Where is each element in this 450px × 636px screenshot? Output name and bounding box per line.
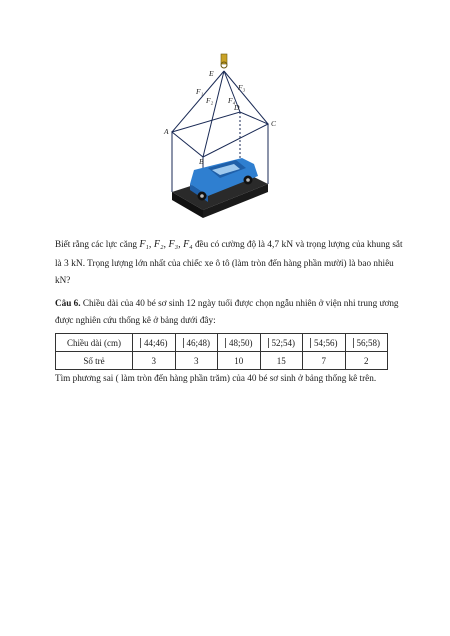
table-cell: 3	[175, 352, 218, 370]
force-value: 4,7 kN	[267, 240, 294, 250]
forces-math: F₁, F₂, F₃, F₄	[139, 239, 193, 250]
hook-icon	[221, 54, 227, 68]
table-cell: 46;48)	[175, 334, 218, 352]
label-F4: F₄	[228, 96, 236, 105]
table-cell: 7	[303, 352, 346, 370]
table-header-length: Chiều dài (cm)	[56, 334, 133, 352]
table-cell: 10	[218, 352, 261, 370]
table-header-count: Số trẻ	[56, 352, 133, 370]
problem5-line2	[55, 257, 394, 271]
label-E: E	[209, 69, 214, 78]
label-D: D	[234, 103, 240, 112]
label-C: C	[271, 119, 277, 128]
frequency-table	[55, 333, 388, 370]
table-cell: 54;56)	[303, 334, 346, 352]
table-cell: 56;58)	[345, 334, 388, 352]
label-F3: F₃	[238, 83, 246, 92]
table-cell: 2	[345, 352, 388, 370]
table-row	[56, 334, 388, 352]
problem6-text: Chiều dài của 40 bé sơ sinh 12 ngày tuổi được chọn ngẫu nhiên ở viện nhi trung ương	[82, 298, 399, 308]
car-lift-diagram	[150, 52, 300, 232]
table-cell: 44;46)	[133, 334, 176, 352]
table-cell: 52;54)	[260, 334, 303, 352]
problem5-text: Biết rằng các lực căng	[55, 239, 138, 249]
car-lift-figure	[150, 52, 300, 232]
table-row	[56, 352, 388, 370]
problem6-question: Tìm phương sai ( làm tròn đến hàng phần trăm) của 40 bé sơ sinh ở bảng thống kê trên.	[55, 373, 377, 383]
problem5-line1	[55, 238, 403, 252]
problem6-line2: được nghiên cứu thống kê ở bảng dưới đây:	[55, 315, 216, 325]
table-cell: 15	[260, 352, 303, 370]
problem5-line3: kN?	[55, 275, 71, 285]
label-F2: F₂	[206, 96, 214, 105]
table-cell: 3	[133, 352, 176, 370]
frame-weight: 3 kN	[63, 259, 83, 269]
problem5-text: là	[55, 258, 62, 268]
label-F1: F₁	[196, 87, 204, 96]
problem6-label: Câu 6.	[55, 298, 81, 308]
label-B: B	[199, 157, 204, 166]
problem5-text: . Trọng lượng lớn nhất của chiếc xe ô tô (làm tròn đến hàng phần mười) là bao nhiêu	[82, 258, 394, 268]
problem5-text: và trọng lượng của khung sắt	[295, 239, 403, 249]
table-cell: 48;50)	[218, 334, 261, 352]
problem6-line1	[55, 297, 399, 310]
label-A: A	[164, 127, 169, 136]
problem5-text: đều có cường độ là	[194, 239, 265, 249]
